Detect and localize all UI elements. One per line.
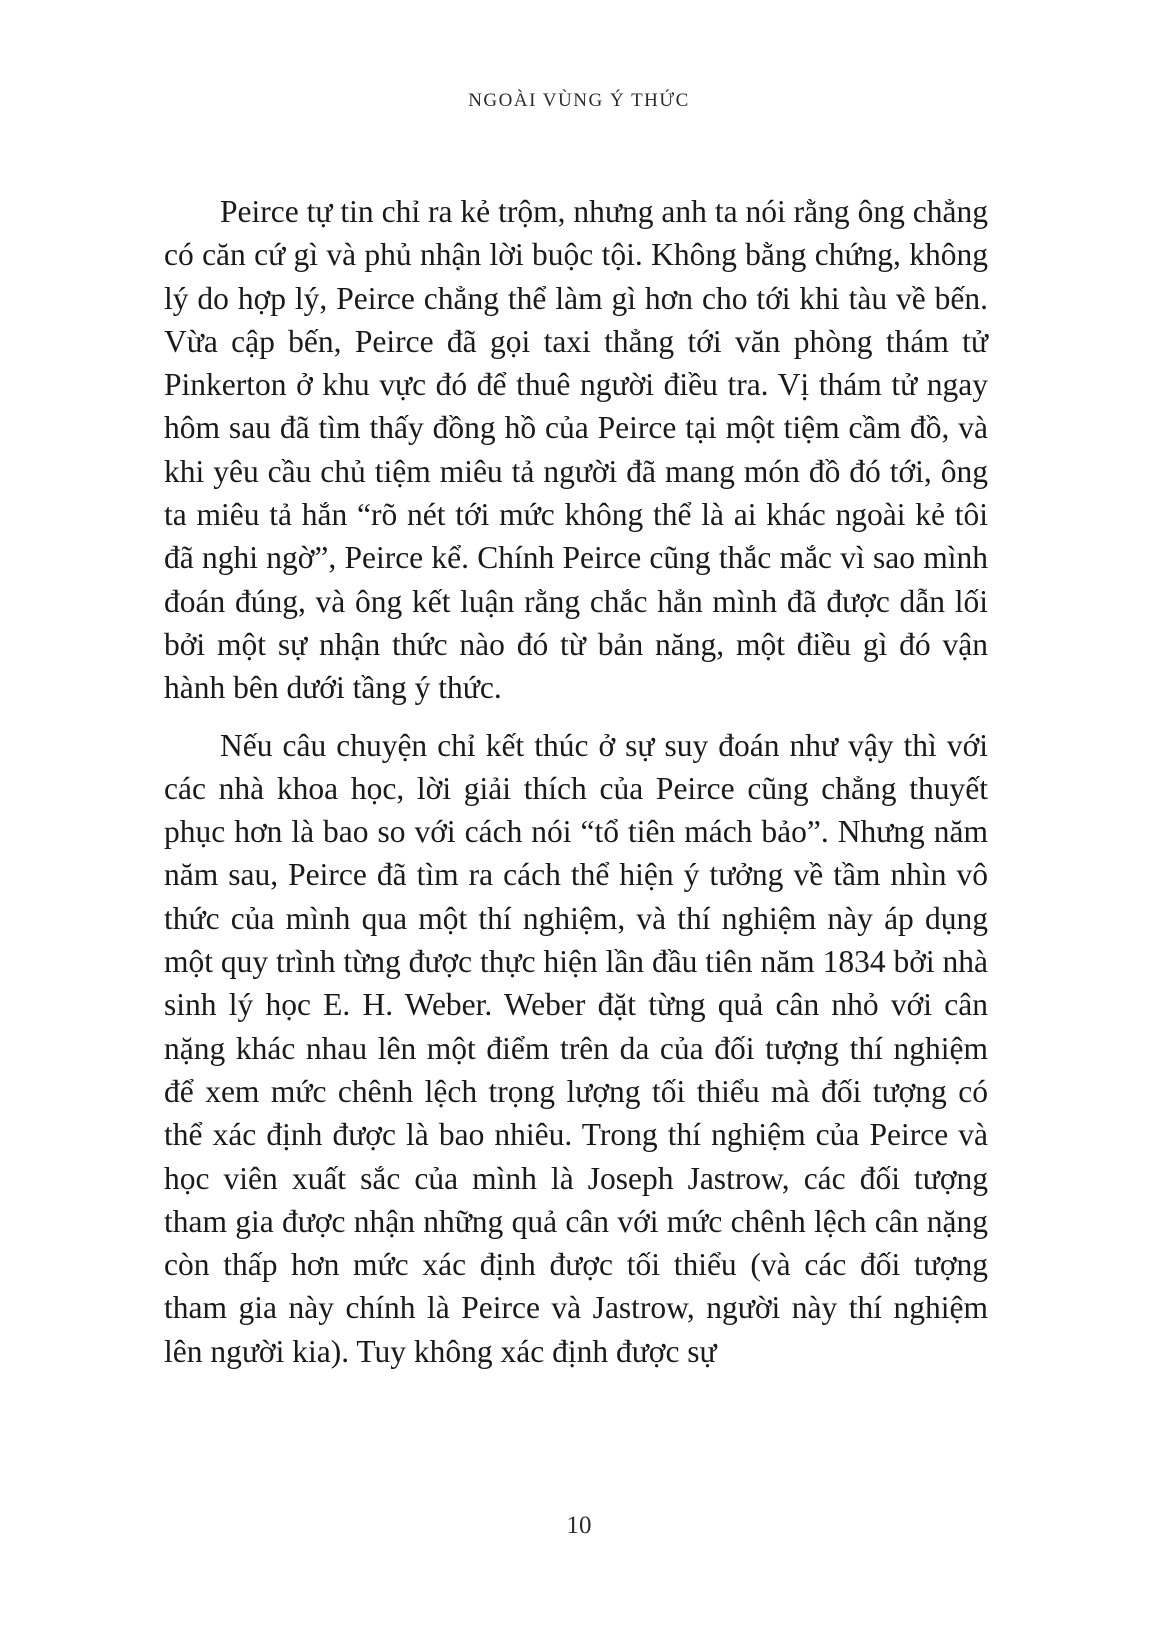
paragraph-1: Peirce tự tin chỉ ra kẻ trộm, nhưng anh ta nói rằng ông chẳng có căn cứ gì và phủ nhận lời buộc tội. Không bằng chứng, không lý do hợp lý, Peirce chẳng thể làm gì hơn cho tới khi tàu về bến. Vừa cập bến, Peirce đã gọi taxi thẳng tới văn phòng thám tử Pinkerton ở khu vực đó để thuê người điều tra. Vị thám tử ngay hôm sau đã tìm thấy đồng hồ của Peirce tại một tiệm cầm đồ, và khi yêu cầu chủ tiệm miêu tả người đã mang món đồ đó tới, ông ta miêu tả hắn “rõ nét tới mức không thể là ai khác ngoài kẻ tôi đã nghi ngờ”, Peirce kể. Chính Peirce cũng thắc mắc vì sao mình đoán đúng, và ông kết luận rằng chắc hẳn mình đã được dẫn lối bởi một sự nhận thức nào đó từ bản năng, một điều gì đó vận hành bên dưới tầng ý thức. (164, 194, 988, 706)
page-number: 10 (566, 1512, 592, 1539)
paragraph-2: Nếu câu chuyện chỉ kết thúc ở sự suy đoán như vậy thì với các nhà khoa học, lời giải thích của Peirce cũng chẳng thuyết phục hơn là bao so với cách nói “tổ tiên mách bảo”. Nhưng năm năm sau, Peirce đã tìm ra cách thể hiện ý tưởng về tầm nhìn vô thức của mình qua một thí nghiệm, và thí nghiệm này áp dụng một quy trình từng được thực hiện lần đầu tiên năm 1834 bởi nhà sinh lý học E. H. Weber. Weber đặt từng quả cân nhỏ với cân nặng khác nhau lên một điểm trên da của đối tượng thí nghiệm để xem mức chênh lệch trọng lượng tối thiểu mà đối tượng có thể xác định được là bao nhiêu. Trong thí nghiệm của Peirce và học viên xuất sắc của mình là Joseph Jastrow, các đối tượng tham gia được nhận những quả cân với mức chênh lệch cân nặng còn thấp hơn mức xác định được tối thiểu (và các đối tượng tham gia này chính là Peirce và Jastrow, người này thí nghiệm lên người kia). Tuy không xác định được sự (164, 727, 988, 1369)
running-header: NGOÀI VÙNG Ý THỨC (468, 90, 690, 111)
body-text (164, 190, 988, 1387)
